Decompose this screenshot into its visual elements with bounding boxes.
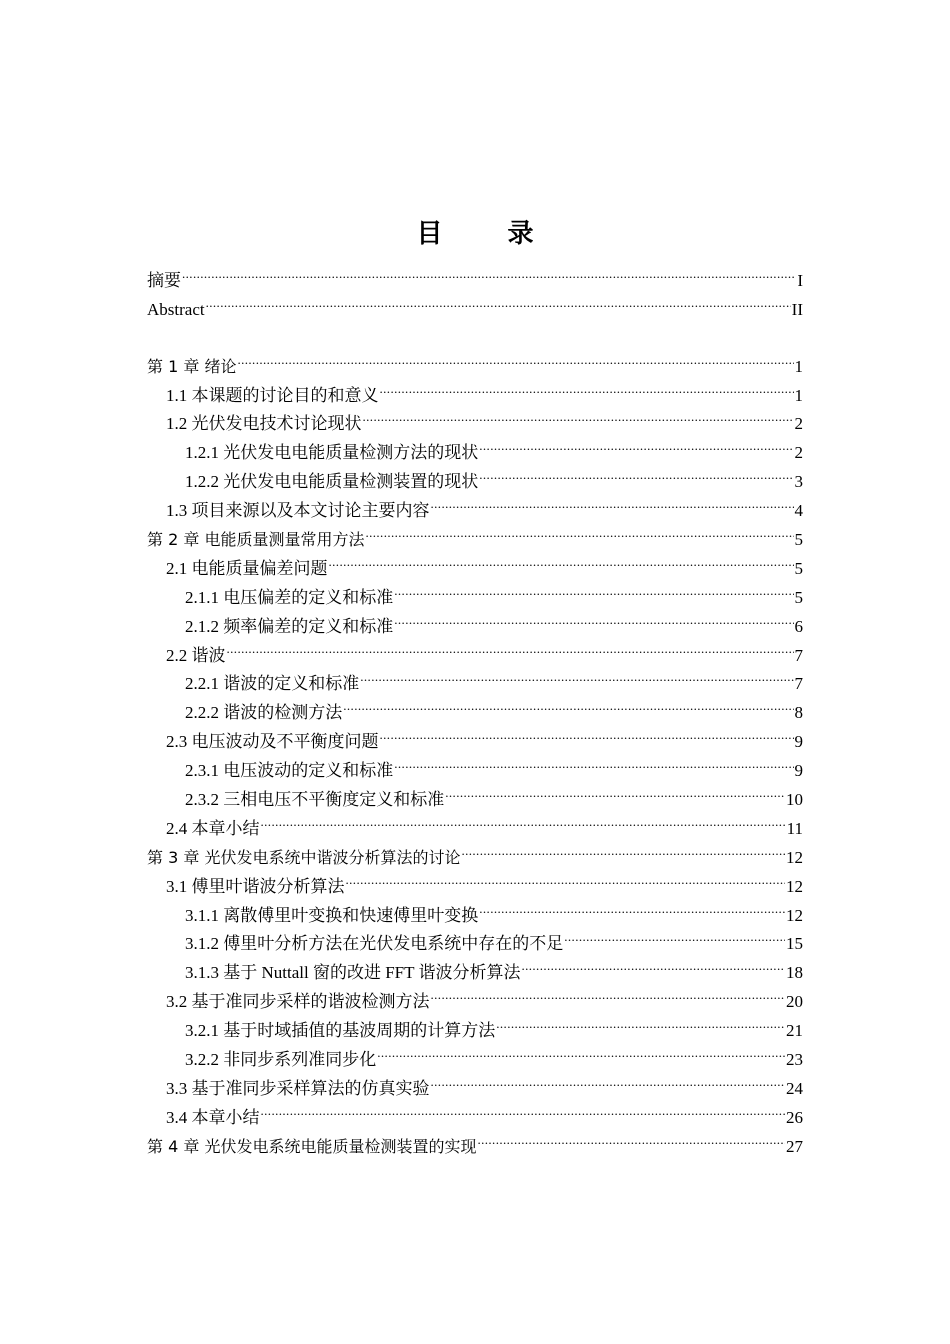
toc-entry[interactable] xyxy=(147,286,803,319)
toc-entry-page-number: 26 xyxy=(786,1107,803,1127)
toc-entry-title: 3.2.1 基于时域插值的基波周期的计算方法 xyxy=(185,1021,496,1041)
dot-leader xyxy=(380,718,794,747)
toc-entry-page-number: 15 xyxy=(786,934,803,954)
toc-entry-title: 第 3 章 光伏发电系统中谐波分析算法的讨论 xyxy=(147,847,461,867)
toc-entry-title: 2.1.1 电压偏差的定义和标准 xyxy=(185,587,394,607)
dot-leader xyxy=(394,574,793,603)
dot-leader xyxy=(380,372,794,401)
toc-entry-title: 3.1.3 基于 Nuttall 窗的改进 FFT 谐波分析算法 xyxy=(185,963,521,983)
dot-leader xyxy=(431,1065,786,1094)
toc-entry-title: 2.3.1 电压波动的定义和标准 xyxy=(185,761,394,781)
toc-entry-page-number: 8 xyxy=(794,703,803,723)
toc-entry-page-number: 23 xyxy=(786,1050,803,1070)
toc-entry-title: 1.2 光伏发电技术讨论现状 xyxy=(166,414,362,434)
dot-leader xyxy=(477,1123,785,1152)
dot-leader xyxy=(261,805,786,834)
toc-entry-title: Abstract xyxy=(147,299,205,319)
page-title: 目 录 xyxy=(416,219,562,249)
table-of-contents xyxy=(147,257,803,1156)
dot-leader xyxy=(206,286,791,315)
toc-entry-title: 2.4 本章小结 xyxy=(166,818,260,838)
toc-entry[interactable] xyxy=(147,257,803,290)
dot-leader xyxy=(237,343,793,372)
toc-entry-page-number: 10 xyxy=(786,790,803,810)
dot-leader xyxy=(365,516,793,545)
dot-leader xyxy=(479,892,785,921)
toc-entry-title: 3.1.2 傅里叶分析方法在光伏发电系统中存在的不足 xyxy=(185,934,564,954)
dot-leader xyxy=(377,1036,785,1065)
toc-entry-page-number: 3 xyxy=(794,472,803,492)
toc-entry-page-number: 21 xyxy=(786,1021,803,1041)
toc-entry[interactable] xyxy=(147,632,803,665)
dot-leader xyxy=(461,834,785,863)
dot-leader xyxy=(363,401,794,430)
dot-leader xyxy=(329,545,794,574)
toc-entry-page-number: II xyxy=(791,299,803,319)
dot-leader xyxy=(479,458,793,487)
toc-entry[interactable] xyxy=(147,372,803,405)
toc-entry-page-number: 9 xyxy=(794,761,803,781)
dot-leader xyxy=(261,1094,786,1123)
toc-entry-page-number: 1 xyxy=(794,385,803,405)
toc-entry-page-number: 2 xyxy=(794,414,803,434)
toc-entry-title: 3.2 基于准同步采样的谐波检测方法 xyxy=(166,992,430,1012)
toc-entry-title: 2.2.1 谐波的定义和标准 xyxy=(185,674,360,694)
toc-entry-title: 2.1 电能质量偏差问题 xyxy=(166,558,328,578)
dot-leader xyxy=(496,1007,785,1036)
toc-entry-title: 1.2.2 光伏发电电能质量检测装置的现状 xyxy=(185,472,479,492)
toc-entry-page-number: 24 xyxy=(786,1078,803,1098)
dot-leader xyxy=(394,747,793,776)
toc-entry-page-number: 12 xyxy=(786,876,803,896)
dot-leader xyxy=(431,978,786,1007)
toc-entry-title: 2.3.2 三相电压不平衡度定义和标准 xyxy=(185,790,445,810)
toc-entry-title: 摘要 xyxy=(147,270,181,290)
toc-entry-page-number: 2 xyxy=(794,443,803,463)
toc-entry-page-number: 4 xyxy=(794,501,803,521)
dot-leader xyxy=(346,863,786,892)
toc-entry-page-number: I xyxy=(797,270,803,290)
toc-entry-title: 1.3 项目来源以及本文讨论主要内容 xyxy=(166,501,430,521)
dot-leader xyxy=(394,603,793,632)
toc-entry-page-number: 7 xyxy=(794,674,803,694)
dot-leader xyxy=(479,429,793,458)
toc-entry-title: 第 1 章 绪论 xyxy=(147,356,237,376)
toc-entry-page-number: 5 xyxy=(794,558,803,578)
toc-entry-title: 3.1 傅里叶谐波分析算法 xyxy=(166,876,345,896)
toc-entry-title: 2.2 谐波 xyxy=(166,645,226,665)
dot-leader xyxy=(521,949,785,978)
toc-entry-title: 1.2.1 光伏发电电能质量检测方法的现状 xyxy=(185,443,479,463)
dot-leader xyxy=(343,689,793,718)
toc-entry-title: 第 2 章 电能质量测量常用方法 xyxy=(147,530,365,550)
toc-entry-page-number: 11 xyxy=(786,818,803,838)
dot-leader xyxy=(564,921,785,950)
toc-entry-title: 3.3 基于准同步采样算法的仿真实验 xyxy=(166,1078,430,1098)
toc-entry-page-number: 20 xyxy=(786,992,803,1012)
toc-entry[interactable] xyxy=(147,661,803,694)
toc-entry-title: 3.2.2 非同步系列准同步化 xyxy=(185,1050,377,1070)
toc-entry-page-number: 18 xyxy=(786,963,803,983)
toc-entry-page-number: 9 xyxy=(794,732,803,752)
toc-entry-title: 3.4 本章小结 xyxy=(166,1107,260,1127)
toc-entry-title: 第 4 章 光伏发电系统电能质量检测装置的实现 xyxy=(147,1136,477,1156)
dot-leader xyxy=(360,661,793,690)
toc-entry-title: 2.1.2 频率偏差的定义和标准 xyxy=(185,616,394,636)
toc-entry-page-number: 12 xyxy=(786,847,803,867)
toc-entry-title: 3.1.1 离散傅里叶变换和快速傅里叶变换 xyxy=(185,905,479,925)
toc-entry-page-number: 7 xyxy=(794,645,803,665)
toc-entry-title: 2.2.2 谐波的检测方法 xyxy=(185,703,343,723)
toc-entry-page-number: 27 xyxy=(786,1136,803,1156)
toc-entry-page-number: 5 xyxy=(794,530,803,550)
dot-leader xyxy=(445,776,785,805)
toc-entry-page-number: 6 xyxy=(794,616,803,636)
dot-leader xyxy=(431,487,794,516)
toc-entry-title: 2.3 电压波动及不平衡度问题 xyxy=(166,732,379,752)
toc-chapter-entry[interactable] xyxy=(147,343,803,376)
toc-entry-page-number: 12 xyxy=(786,905,803,925)
toc-entry-page-number: 5 xyxy=(794,587,803,607)
toc-entry-title: 1.1 本课题的讨论目的和意义 xyxy=(166,385,379,405)
dot-leader xyxy=(182,257,796,286)
dot-leader xyxy=(227,632,794,661)
toc-entry-page-number: 1 xyxy=(794,356,803,376)
